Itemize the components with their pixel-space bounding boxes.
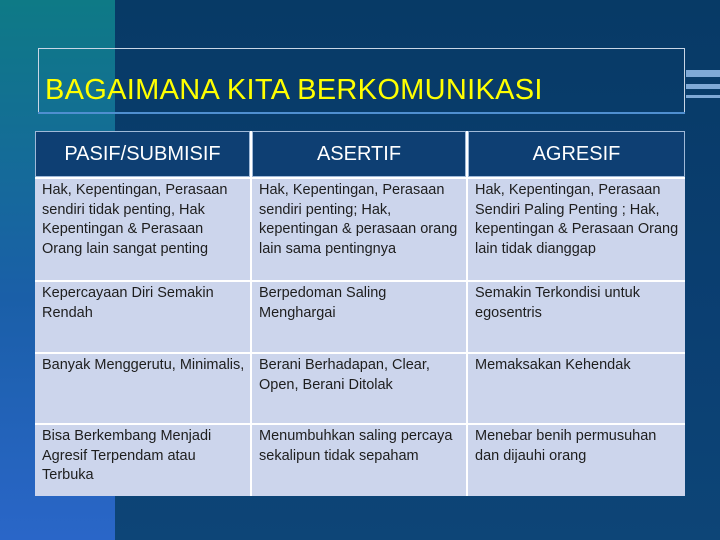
decorative-bar (686, 84, 720, 89)
title-underline (38, 112, 685, 114)
table-header-row (35, 131, 685, 177)
table-row (35, 354, 685, 423)
header-cell-pasif: PASIF/SUBMISIF (35, 131, 250, 177)
table-row (35, 282, 685, 352)
table-cell: Hak, Kepentingan, Perasaan sendiri tidak penting, Hak Kepentingan & Perasaan Orang lain sangat penting (35, 179, 250, 280)
slide-title: BAGAIMANA KITA BERKOMUNIKASI (45, 74, 543, 106)
table-cell: Menebar benih permusuhan dan dijauhi orang (468, 425, 685, 496)
table-cell: Hak, Kepentingan, Perasaan sendiri penting; Hak, kepentingan & perasaan orang lain sama pentingnya (252, 179, 466, 280)
table-row (35, 179, 685, 280)
table-cell: Banyak Menggerutu, Minimalis, (35, 354, 250, 423)
table-cell: Hak, Kepentingan, Perasaan Sendiri Paling Penting ; Hak, kepentingan & Perasaan Orang lain tidak dianggap (468, 179, 685, 280)
header-cell-agresif: AGRESIF (468, 131, 685, 177)
table-cell: Kepercayaan Diri Semakin Rendah (35, 282, 250, 352)
table-cell: Berani Berhadapan, Clear, Open, Berani Ditolak (252, 354, 466, 423)
decorative-bar (686, 70, 720, 77)
header-cell-asertif: ASERTIF (252, 131, 466, 177)
table-cell: Berpedoman Saling Menghargai (252, 282, 466, 352)
communication-table (35, 131, 685, 496)
table-cell: Memaksakan Kehendak (468, 354, 685, 423)
table-cell: Semakin Terkondisi untuk egosentris (468, 282, 685, 352)
table-row (35, 425, 685, 496)
decorative-bar (686, 95, 720, 98)
table-cell: Menumbuhkan saling percaya sekalipun tidak sepaham (252, 425, 466, 496)
table-cell: Bisa Berkembang Menjadi Agresif Terpendam atau Terbuka (35, 425, 250, 496)
